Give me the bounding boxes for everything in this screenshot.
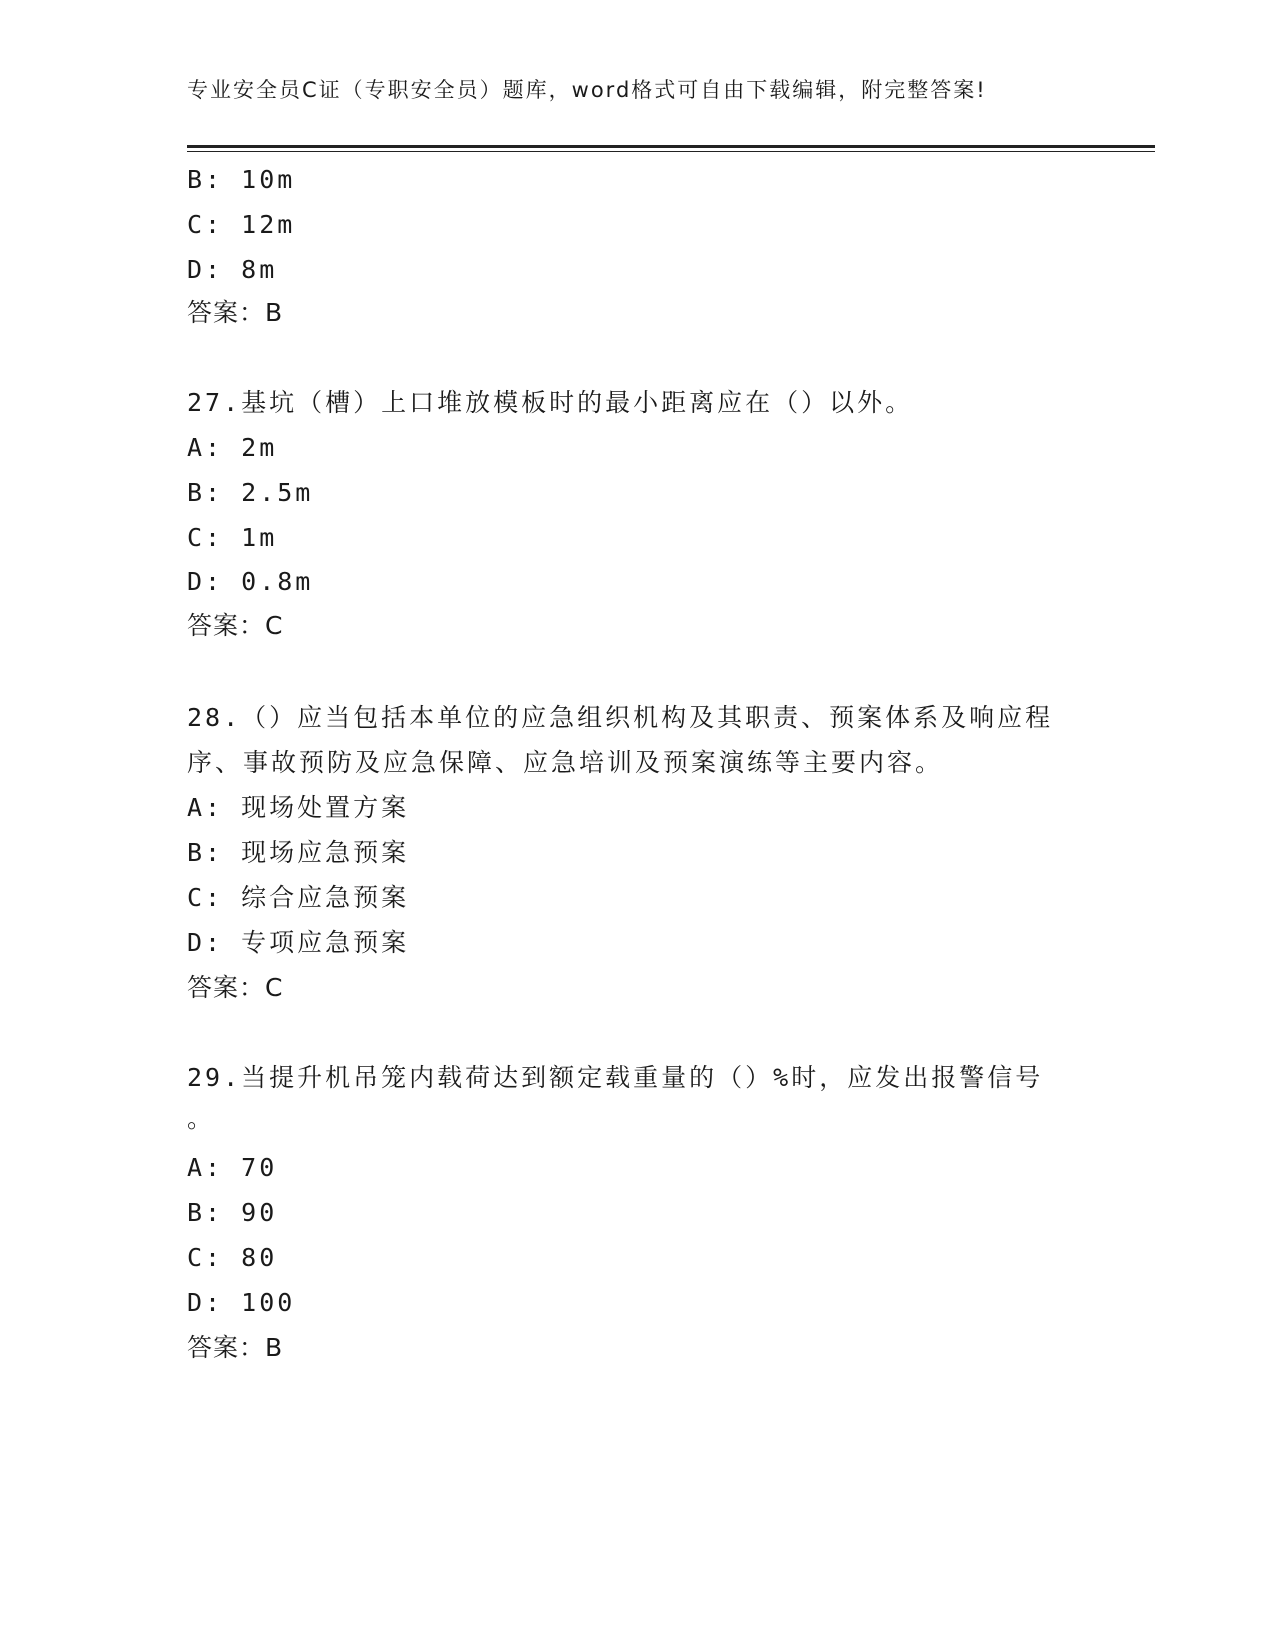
option-b: B: 2.5m bbox=[187, 478, 314, 507]
answer: 答案：C bbox=[187, 611, 284, 640]
option-d: D: 专项应急预案 bbox=[187, 928, 410, 957]
question-27-stem: 27.基坑（槽）上口堆放模板时的最小距离应在（）以外。 bbox=[187, 388, 914, 417]
question-29-stem-line1: 29.当提升机吊笼内载荷达到额定载重量的（）%时，应发出报警信号 bbox=[187, 1063, 1044, 1092]
option-d: D: 0.8m bbox=[187, 567, 314, 596]
option-b: B: 90 bbox=[187, 1198, 278, 1227]
header-rule-thin bbox=[187, 151, 1155, 152]
answer: 答案：C bbox=[187, 973, 284, 1002]
option-d: D: 100 bbox=[187, 1288, 296, 1317]
question-28-stem-line2: 序、事故预防及应急保障、应急培训及预案演练等主要内容。 bbox=[187, 748, 944, 777]
option-c: C: 综合应急预案 bbox=[187, 883, 410, 912]
header-rule-thick bbox=[187, 145, 1155, 148]
option-a: A: 2m bbox=[187, 433, 278, 462]
option-b: B: 现场应急预案 bbox=[187, 838, 410, 867]
answer: 答案：B bbox=[187, 298, 284, 327]
page-header: 专业安全员C证（专职安全员）题库，word格式可自由下载编辑，附完整答案! bbox=[187, 78, 987, 102]
option-c: C: 1m bbox=[187, 523, 278, 552]
option-a: A: 70 bbox=[187, 1153, 278, 1182]
option-a: A: 现场处置方案 bbox=[187, 793, 410, 822]
option-d: D: 8m bbox=[187, 255, 278, 284]
answer: 答案：B bbox=[187, 1333, 284, 1362]
question-28-stem-line1: 28.（）应当包括本单位的应急组织机构及其职责、预案体系及响应程 bbox=[187, 703, 1054, 732]
question-29-stem-line2: 。 bbox=[187, 1104, 216, 1133]
option-b: B: 10m bbox=[187, 165, 296, 194]
option-c: C: 80 bbox=[187, 1243, 278, 1272]
option-c: C: 12m bbox=[187, 210, 296, 239]
